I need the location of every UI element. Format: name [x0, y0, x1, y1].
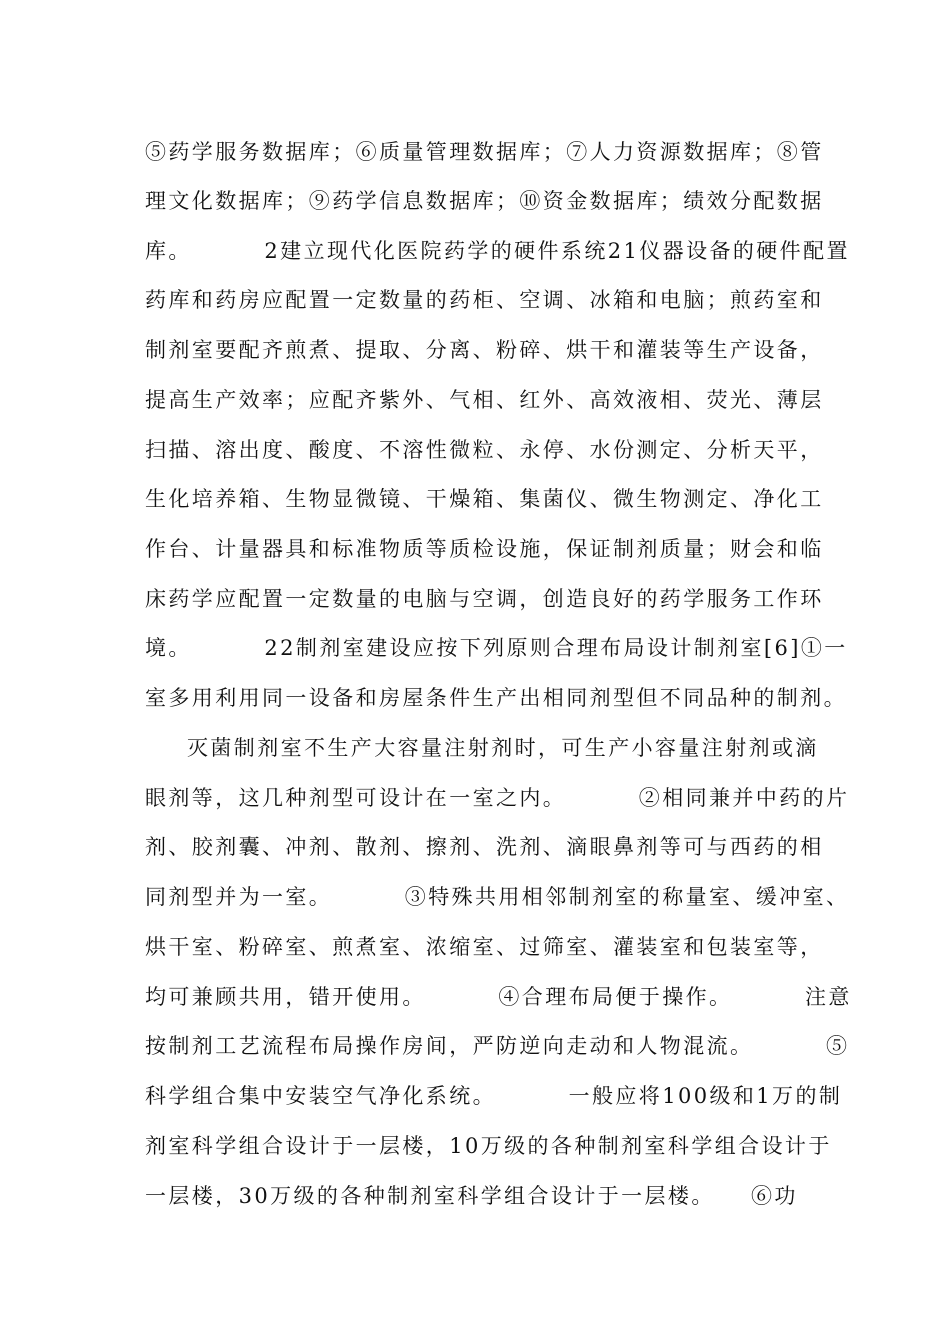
text-line: 按制剂工艺流程布局操作房间，严防逆向走动和人物混流。 ⑤	[145, 1034, 850, 1058]
text-line: ⑤药学服务数据库；⑥质量管理数据库；⑦人力资源数据库；⑧管	[145, 140, 824, 164]
text-line: 眼剂等，这几种剂型可设计在一室之内。 ②相同兼并中药的片	[145, 786, 850, 810]
text-line: 库。 2建立现代化医院药学的硬件系统21仪器设备的硬件配置	[145, 239, 850, 263]
text-line: 提高生产效率；应配齐紫外、气相、红外、高效液相、荧光、薄层	[145, 388, 824, 412]
text-line: 均可兼顾共用，错开使用。 ④合理布局便于操作。 注意	[145, 985, 852, 1009]
text-line: 境。 22制剂室建设应按下列原则合理布局设计制剂室[6]①一	[145, 636, 848, 660]
text-line: 剂室科学组合设计于一层楼，10万级的各种制剂室科学组合设计于	[145, 1134, 832, 1158]
text-line: 作台、计量器具和标准物质等质检设施，保证制剂质量；财会和临	[145, 537, 824, 561]
text-line: 灭菌制剂室不生产大容量注射剂时，可生产小容量注射剂或滴	[187, 736, 819, 760]
text-line: 制剂室要配齐煎煮、提取、分离、粉碎、烘干和灌装等生产设备，	[145, 338, 824, 362]
text-line: 室多用利用同一设备和房屋条件生产出相同剂型但不同品种的制剂。	[145, 686, 847, 710]
text-line: 理文化数据库；⑨药学信息数据库；⑩资金数据库；绩效分配数据	[145, 189, 824, 213]
text-line: 一层楼，30万级的各种制剂室科学组合设计于一层楼。 ⑥功	[145, 1184, 798, 1208]
text-line: 科学组合集中安装空气净化系统。 一般应将100级和1万的制	[145, 1084, 843, 1108]
text-line: 生化培养箱、生物显微镜、干燥箱、集菌仪、微生物测定、净化工	[145, 487, 824, 511]
text-line: 同剂型并为一室。 ③特殊共用相邻制剂室的称量室、缓冲室、	[145, 885, 850, 909]
text-line: 扫描、溶出度、酸度、不溶性微粒、永停、水份测定、分析天平，	[145, 438, 824, 462]
text-line: 烘干室、粉碎室、煎煮室、浓缩室、过筛室、灌装室和包装室等，	[145, 935, 824, 959]
text-line: 剂、胶剂囊、冲剂、散剂、擦剂、洗剂、滴眼鼻剂等可与西药的相	[145, 835, 824, 859]
text-line: 药库和药房应配置一定数量的药柜、空调、冰箱和电脑；煎药室和	[145, 288, 824, 312]
text-line: 床药学应配置一定数量的电脑与空调，创造良好的药学服务工作环	[145, 587, 824, 611]
